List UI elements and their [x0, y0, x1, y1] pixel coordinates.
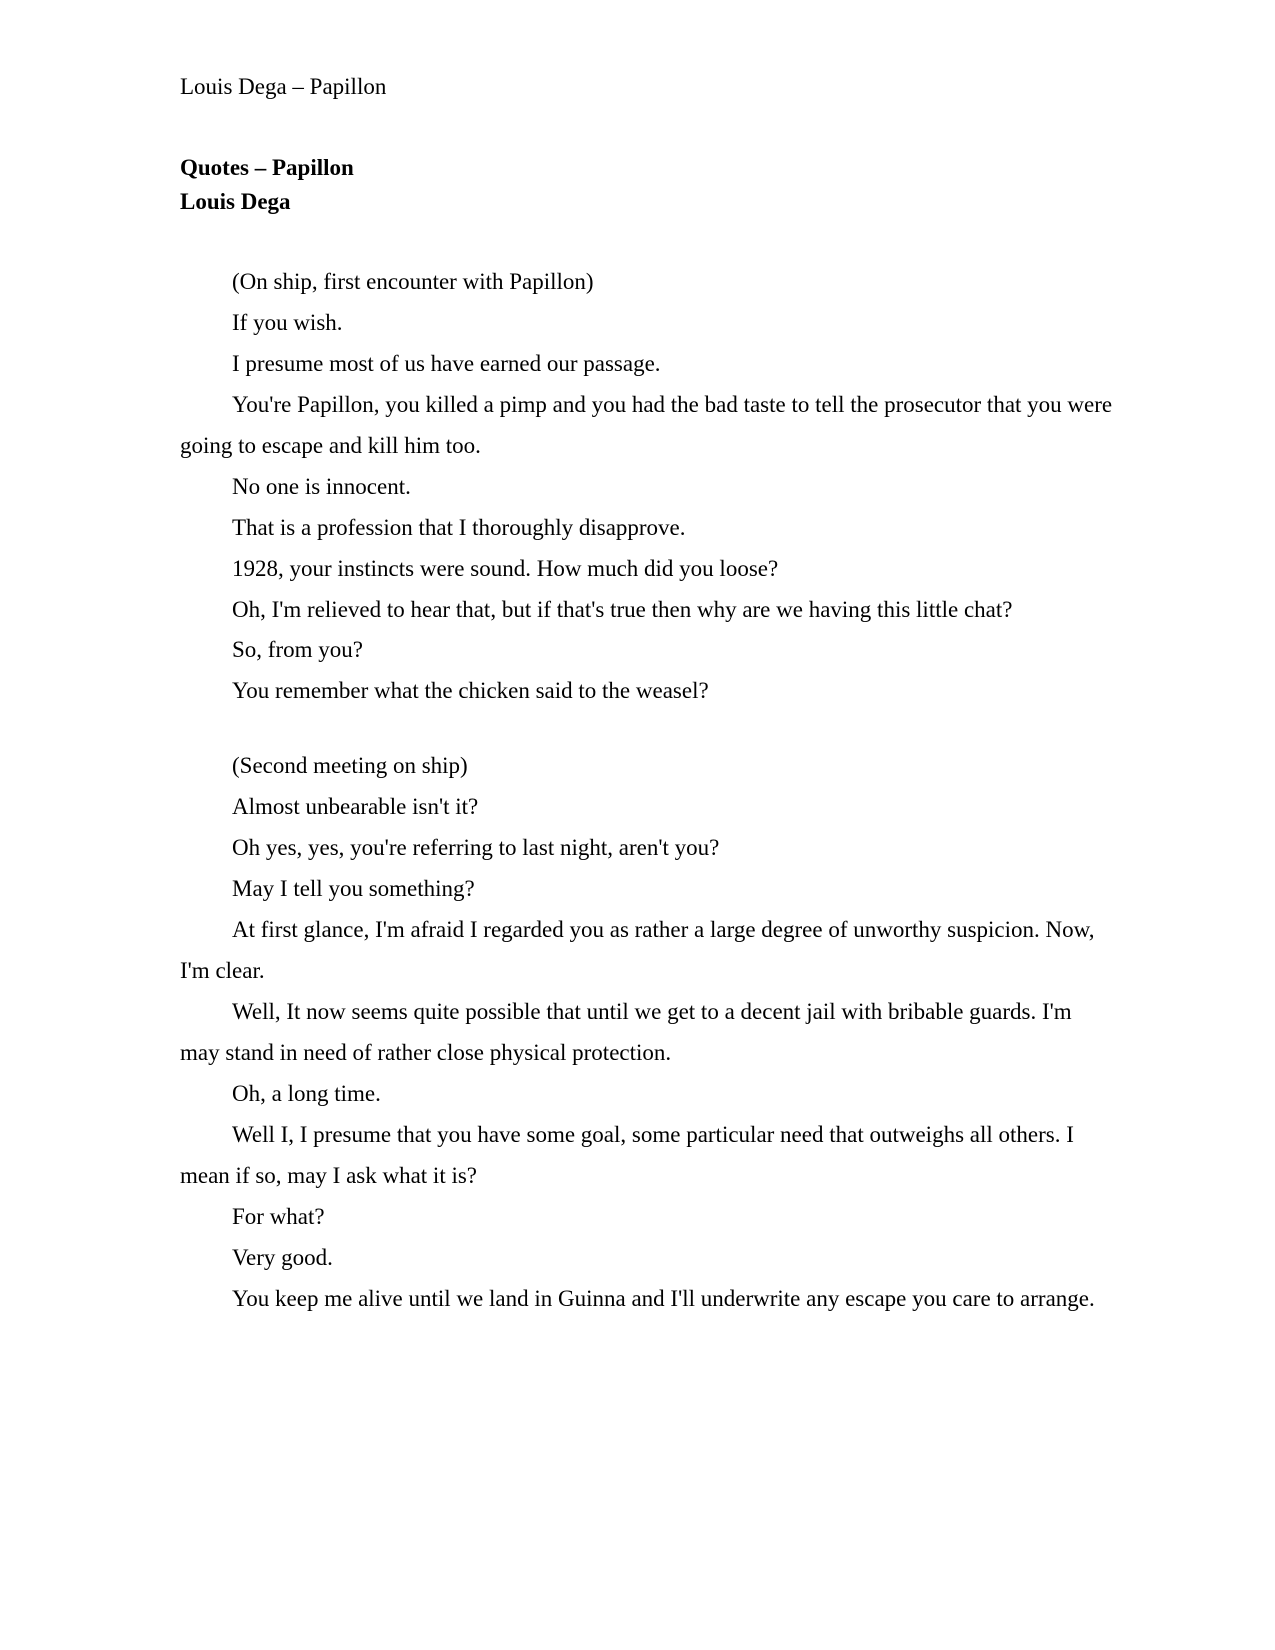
- quote-line: Oh, I'm relieved to hear that, but if that's true then why are we having this little chat?: [232, 596, 1013, 622]
- quote-line: If you wish.: [232, 309, 343, 335]
- quote-line: Oh, a long time.: [232, 1080, 381, 1106]
- quote-line: Almost unbearable isn't it?: [232, 794, 479, 820]
- quote-line: (On ship, first encounter with Papillon): [232, 269, 594, 295]
- quote-section-second-meeting: [180, 746, 1115, 1319]
- quote-line: You're Papillon, you killed a pimp and you had the bad taste to tell the prosecutor that you were going to escape and kill him too.: [180, 391, 1113, 458]
- quote-line: That is a profession that I thoroughly disapprove.: [232, 514, 686, 540]
- page-subtitle: Louis Dega: [180, 188, 291, 214]
- quote-line: You remember what the chicken said to the weasel?: [232, 678, 709, 704]
- quote-line: I presume most of us have earned our passage.: [232, 350, 661, 376]
- quote-section-first-encounter: [180, 262, 1115, 712]
- quote-line: May I tell you something?: [232, 876, 475, 902]
- quote-line: For what?: [232, 1203, 325, 1229]
- page-title: Quotes – Papillon: [180, 155, 354, 181]
- quote-line: Very good.: [232, 1244, 333, 1270]
- quote-line: So, from you?: [232, 637, 363, 663]
- quote-line: Well, It now seems quite possible that until we get to a decent jail with bribable guards. I'm may stand in need of rather close physical protection.: [180, 998, 1072, 1065]
- quote-line: 1928, your instincts were sound. How much did you loose?: [232, 555, 779, 581]
- quote-line: (Second meeting on ship): [232, 753, 468, 779]
- quote-line: Oh yes, yes, you're referring to last night, aren't you?: [232, 835, 720, 861]
- quote-line: At first glance, I'm afraid I regarded you as rather a large degree of unworthy suspicion. Now, I'm clear.: [180, 917, 1095, 984]
- document-header: Louis Dega – Papillon: [180, 74, 387, 99]
- quote-line: Well I, I presume that you have some goal, some particular need that outweighs all others. I mean if so, may I ask what it is?: [180, 1121, 1074, 1188]
- quote-line: No one is innocent.: [232, 473, 411, 499]
- quote-line: You keep me alive until we land in Guinna and I'll underwrite any escape you care to arrange.: [232, 1285, 1095, 1311]
